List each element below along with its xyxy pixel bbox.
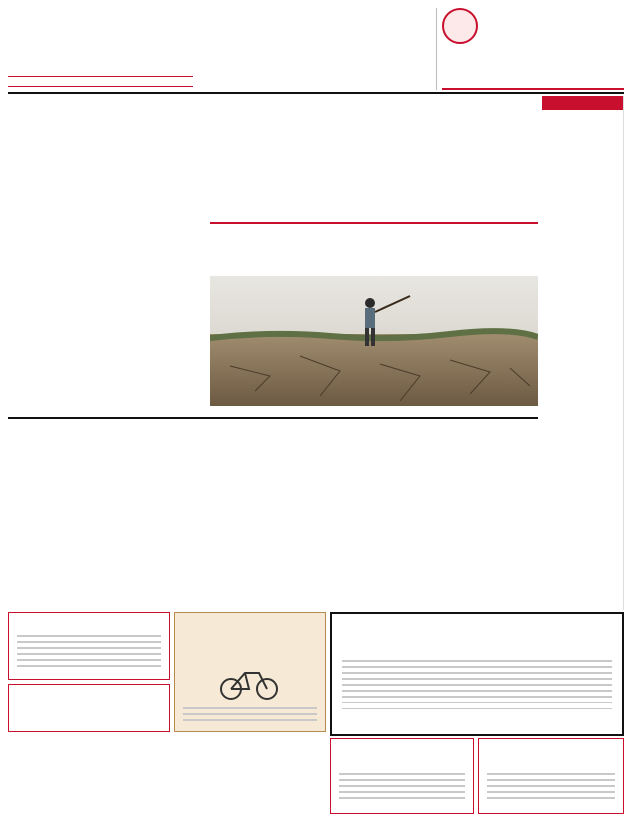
sidebar-title bbox=[542, 96, 623, 110]
sidebar bbox=[542, 96, 624, 610]
contact-box bbox=[8, 684, 170, 732]
mehr-hotels-ad bbox=[174, 612, 326, 732]
masthead bbox=[8, 6, 193, 74]
websites-promo bbox=[274, 736, 326, 812]
photo-story bbox=[210, 222, 538, 414]
stamp-badge bbox=[442, 8, 478, 44]
left-stories bbox=[8, 96, 206, 414]
masthead-strip bbox=[8, 76, 193, 87]
top-right-box bbox=[442, 8, 624, 90]
contact-handle[interactable] bbox=[9, 691, 169, 693]
condolence-1 bbox=[478, 738, 624, 814]
engineer-ad bbox=[8, 612, 170, 680]
drought-photo bbox=[210, 276, 538, 406]
opinion-columns bbox=[210, 96, 538, 220]
lower-columns bbox=[8, 420, 538, 610]
memorial-ad bbox=[330, 612, 624, 736]
condolence-2 bbox=[330, 738, 474, 814]
bicycle-icon bbox=[219, 665, 279, 701]
qr-code-row bbox=[8, 736, 272, 816]
